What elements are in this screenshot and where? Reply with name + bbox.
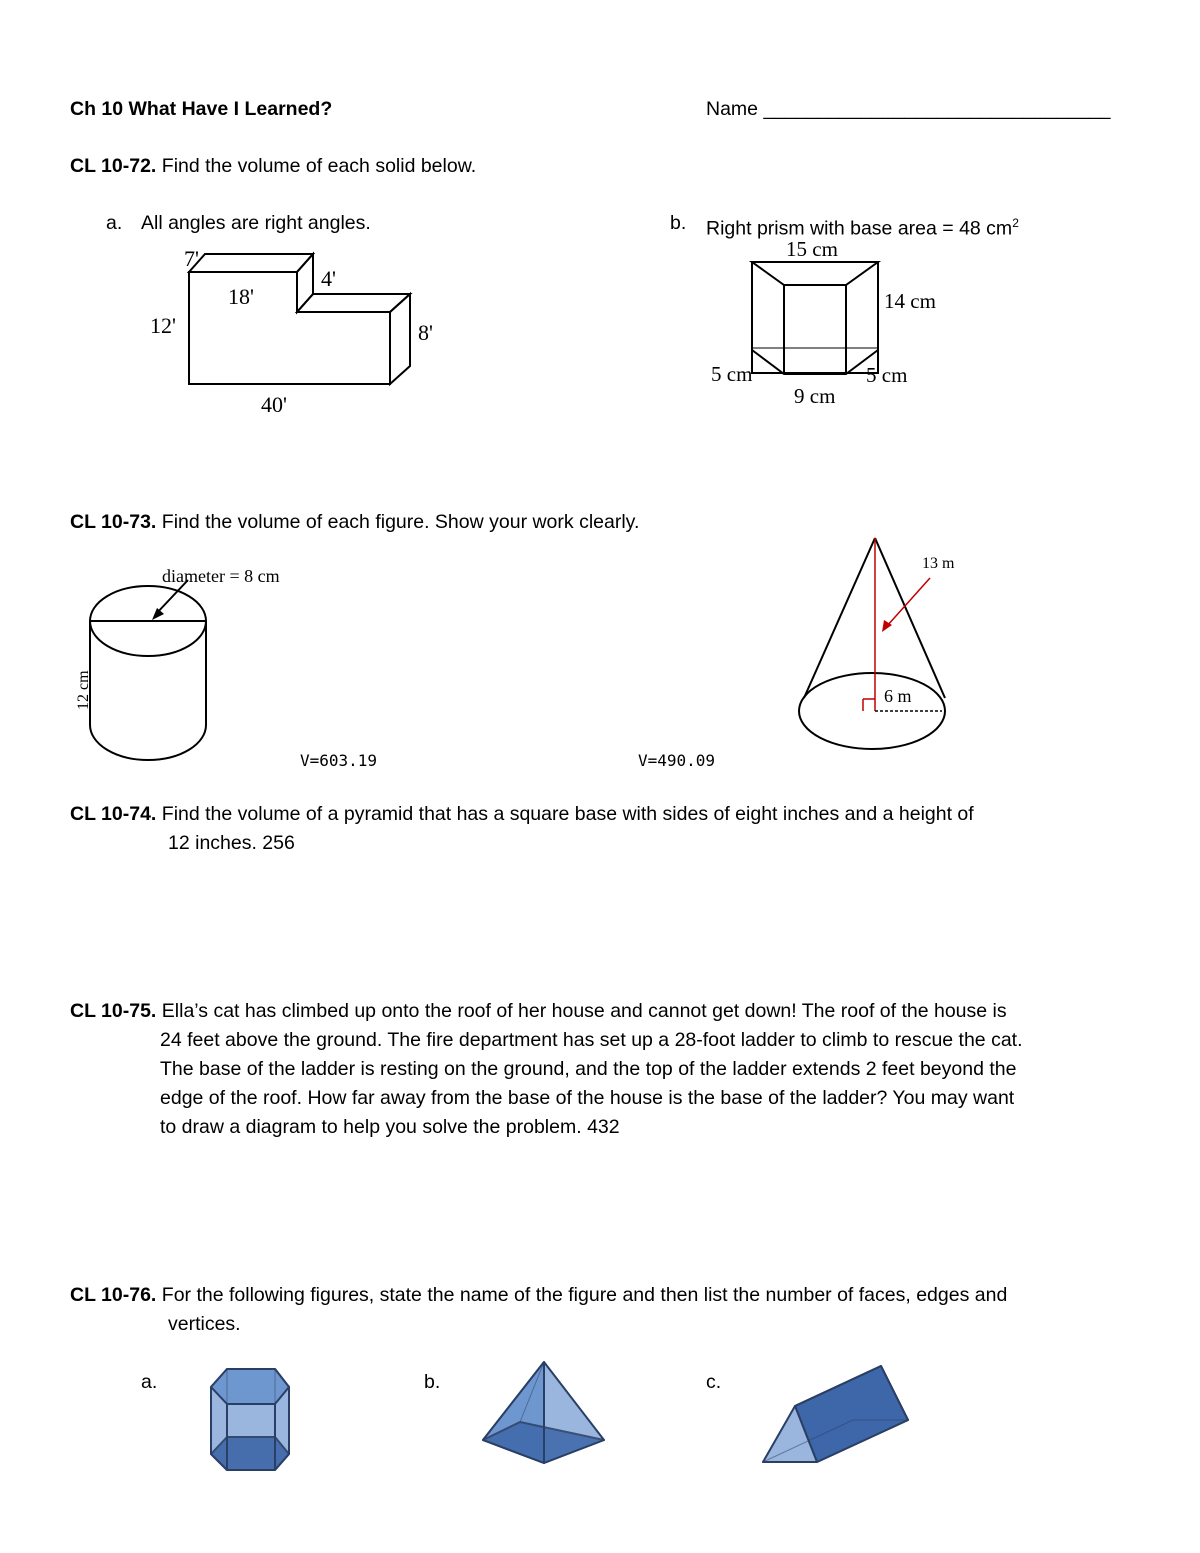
dim-8ft: 8' (418, 320, 433, 345)
square-pyramid-icon (480, 1358, 610, 1468)
prism-top-face (752, 262, 878, 285)
cl76b-marker: b. (424, 1371, 441, 1393)
pentagonal-prism-diagram (700, 236, 960, 411)
cl74-line1: Find the volume of a pyramid that has a square base with sides of eight inches and a height of (156, 803, 974, 825)
cl72-text: Find the volume of each solid below. (156, 155, 477, 177)
name-field[interactable] (706, 97, 1110, 121)
l-prism-side-face (390, 294, 410, 384)
cl73-label: CL 10-73. (70, 511, 157, 533)
dim-4ft: 4' (321, 266, 336, 291)
dim-5cm-right: 5 cm (866, 363, 908, 387)
cl76c-marker: c. (706, 1371, 722, 1393)
cl72-label: CL 10-72. (70, 155, 157, 177)
cl74-problem (70, 800, 974, 858)
slant-height-label: 13 m (922, 555, 955, 572)
l-prism-front-face (189, 272, 390, 384)
cylinder-answer: V=603.19 (300, 751, 378, 770)
prism-bottom-edge (752, 350, 878, 374)
l-prism-top-face (189, 254, 313, 272)
cl73-prompt (70, 510, 639, 534)
name-line: ________________________________ (763, 98, 1111, 120)
cl72a-text: All angles are right angles. (141, 212, 371, 234)
triangular-prism-icon (755, 1358, 915, 1468)
cl76-label: CL 10-76. (70, 1284, 157, 1306)
cylinder-diagram (60, 560, 320, 770)
cl72-prompt (70, 154, 476, 178)
worksheet-title: Ch 10 What Have I Learned? (70, 98, 333, 120)
cl72b-text-main: Right prism with base area = 48 cm (706, 217, 1013, 240)
dim-14cm: 14 cm (884, 289, 936, 313)
cl72b-marker: b. (670, 212, 687, 234)
name-label: Name (706, 98, 764, 120)
arrow-head-icon (152, 608, 164, 620)
dim-9cm: 9 cm (794, 384, 836, 408)
cl76-problem (70, 1281, 1007, 1339)
cl75-line1: Ella’s cat has climbed up onto the roof of her house and cannot get down! The roof of the house is (156, 1000, 1007, 1022)
cl76-line2: vertices. (168, 1313, 241, 1335)
cylinder-bottom (90, 725, 206, 760)
cone-answer: V=490.09 (638, 751, 716, 770)
cl75-label: CL 10-75. (70, 1000, 157, 1022)
cl73-text: Find the volume of each figure. Show your work clearly. (156, 511, 640, 533)
cylinder-height-label: 12 cm (75, 670, 92, 710)
dim-18ft: 18' (228, 284, 254, 309)
diameter-label: diameter = 8 cm (162, 566, 280, 586)
l-prism-diagram (140, 240, 460, 430)
dim-40ft: 40' (261, 392, 287, 417)
cl72b-superscript: 2 (1012, 216, 1019, 230)
cl72a-marker: a. (106, 212, 123, 234)
cl76-line1: For the following figures, state the name of the figure and then list the number of faces, edges and (156, 1284, 1008, 1306)
dim-12ft: 12' (150, 313, 176, 338)
cl74-label: CL 10-74. (70, 803, 157, 825)
cl76a-marker: a. (141, 1371, 158, 1393)
slant-arrow (887, 578, 930, 626)
cone-base (799, 673, 945, 749)
dim-15cm: 15 cm (786, 237, 838, 261)
dim-7ft: 7' (184, 246, 199, 271)
cl75-problem (70, 997, 1023, 1142)
dim-5cm-left: 5 cm (711, 362, 753, 386)
cone-radius-label: 6 m (884, 686, 912, 706)
cl75-line5: to draw a diagram to help you solve the problem. 432 (160, 1116, 620, 1138)
hexagonal-prism-icon (205, 1352, 295, 1477)
cl75-line4: edge of the roof. How far away from the base of the house is the base of the ladder? You may want (160, 1087, 1015, 1109)
cl75-line2: 24 feet above the ground. The fire department has set up a 28-foot ladder to climb to rescue the cat. (160, 1029, 1023, 1051)
prism-outer-rect (752, 262, 878, 373)
cl75-line3: The base of the ladder is resting on the ground, and the top of the ladder extends 2 feet beyond the (160, 1058, 1017, 1080)
cl74-line2: 12 inches. 256 (168, 832, 295, 854)
cone-diagram (790, 530, 980, 760)
